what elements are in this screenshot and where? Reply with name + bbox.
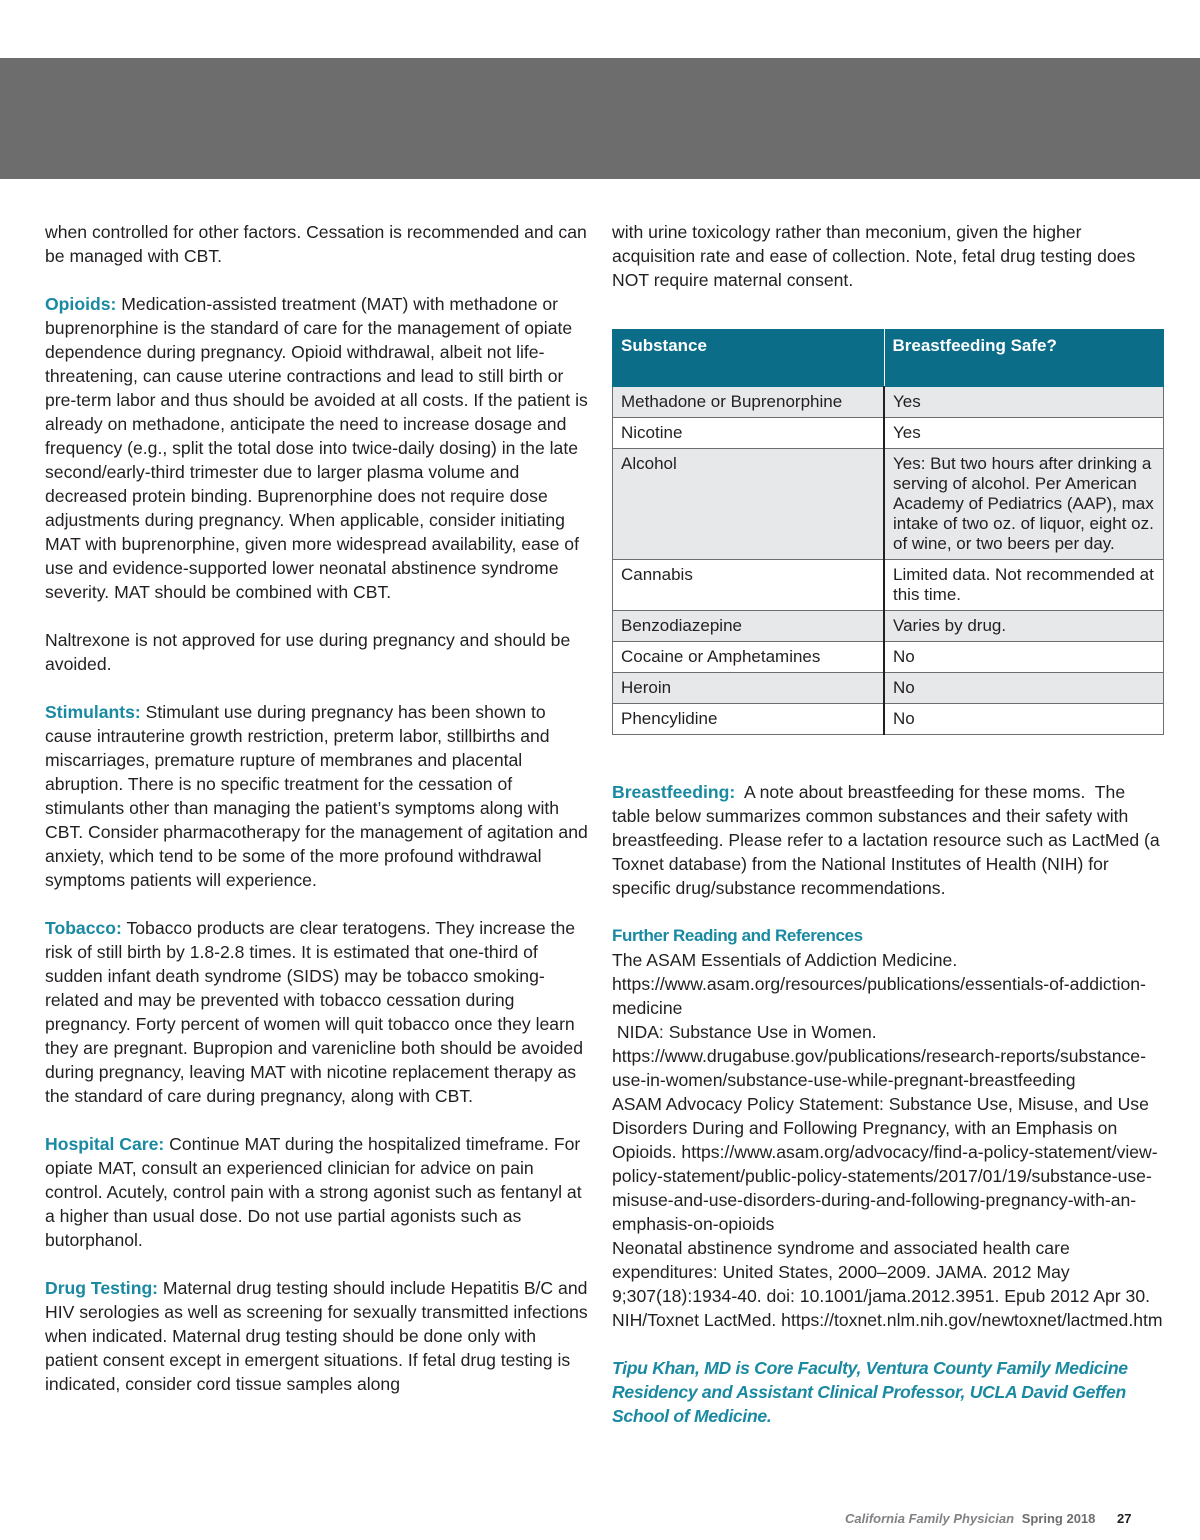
reference-item: NIDA: Substance Use in Women. https://www.drugabuse.gov/publications/research-reports/substance-use-in-women/substance-use-while-pregnant-breastfeeding <box>612 1022 1146 1090</box>
table-header-safe: Breastfeeding Safe? <box>884 330 1164 387</box>
breastfeeding-text: A note about breastfeeding for these moms. The table below summarizes common substances and their safety with breastfeeding. Please refer to a lactation resource such as LactMed (a Toxnet database) from the National Institutes of Health (NIH) for specific drug/substance recommendations. <box>612 782 1165 898</box>
table-header-substance: Substance <box>613 330 885 387</box>
table-row <box>613 642 1164 673</box>
reference-item: The ASAM Essentials of Addiction Medicine. https://www.asam.org/resources/publications/essentials-of-addiction-medicine <box>612 950 1146 1018</box>
table-header-row <box>613 330 1164 387</box>
table-cell-substance: Nicotine <box>613 418 885 449</box>
table-cell-safe: Yes <box>884 387 1164 418</box>
tobacco-text: Tobacco products are clear teratogens. They increase the risk of still birth by 1.8-2.8 times. It is estimated that one-third of sudden infant death syndrome (SIDS) may be tobacco smoking-related and may be prevented with tobacco cessation during pregnancy. Forty percent of women will quit tobacco once they learn they are pregnant. Bupropion and varenicline both should be avoided during pregnancy, leaving MAT with nicotine replacement therapy as the standard of care during pregnancy, along with CBT. <box>45 918 583 1106</box>
tobacco-heading: Tobacco: <box>45 918 122 938</box>
table-cell-safe: Yes <box>884 418 1164 449</box>
table-cell-substance: Heroin <box>613 673 885 704</box>
opioids-paragraph <box>45 292 593 604</box>
table-cell-safe: Varies by drug. <box>884 611 1164 642</box>
footer-page-number: 27 <box>1117 1511 1132 1526</box>
breastfeeding-paragraph <box>612 780 1164 900</box>
drug-testing-text: Maternal drug testing should include Hepatitis B/C and HIV serologies as well as screening for sexually transmitted infections when indicated. Maternal drug testing should be done only with patient consent except in emergent situations. If fetal drug testing is indicated, consider cord tissue samples along <box>45 1278 588 1394</box>
left-column <box>45 220 593 1420</box>
table-cell-safe: No <box>884 673 1164 704</box>
table-cell-substance: Cocaine or Amphetamines <box>613 642 885 673</box>
reference-item: NIH/Toxnet LactMed. https://toxnet.nlm.nih.gov/newtoxnet/lactmed.htm <box>612 1310 1163 1330</box>
naltrexone-paragraph: Naltrexone is not approved for use during pregnancy and should be avoided. <box>45 630 571 674</box>
stimulants-text: Stimulant use during pregnancy has been shown to cause intrauterine growth restriction, preterm labor, stillbirths and miscarriages, premature rupture of membranes and placental abruption. There is no specific treatment for the cessation of stimulants other than managing the patient’s symptoms along with CBT. Consider pharmacotherapy for the management of agitation and anxiety, which tend to be some of the more profound withdrawal symptoms patients will experience. <box>45 702 588 890</box>
drug-testing-heading: Drug Testing: <box>45 1278 159 1298</box>
right-column <box>612 220 1164 1452</box>
breastfeeding-table-wrapper <box>612 329 1164 735</box>
breastfeeding-safety-table <box>612 329 1164 735</box>
page-footer <box>845 1511 1131 1526</box>
hospital-care-text: Continue MAT during the hospitalized timeframe. For opiate MAT, consult an experienced clinician for advice on pain control. Acutely, control pain with a strong agonist such as fentanyl at a higher than usual dose. Do not use partial agonists such as butorphanol. <box>45 1134 582 1250</box>
references-heading: Further Reading and References <box>612 926 863 945</box>
reference-item: Neonatal abstinence syndrome and associated health care expenditures: United States, 2000–2009. JAMA. 2012 May 9;307(18):1934-40. doi: 10.1001/jama.2012.3951. Epub 2012 Apr 30. <box>612 1238 1151 1306</box>
footer-issue: Spring 2018 <box>1021 1511 1096 1526</box>
intro-paragraph: when controlled for other factors. Cessation is recommended and can be managed with CBT. <box>45 222 587 266</box>
table-cell-safe: Limited data. Not recommended at this time. <box>884 560 1164 611</box>
table-row <box>613 611 1164 642</box>
table-row <box>613 449 1164 560</box>
table-cell-substance: Alcohol <box>613 449 885 560</box>
table-cell-safe: Yes: But two hours after drinking a serving of alcohol. Per American Academy of Pediatrics (AAP), max intake of two oz. of liquor, eight oz. of wine, or two beers per day. <box>884 449 1164 560</box>
opioids-text: Medication-assisted treatment (MAT) with methadone or buprenorphine is the standard of care for the management of opiate dependence during pregnancy. Opioid withdrawal, albeit not life-threatening, can cause uterine contractions and lead to still birth or pre-term labor and thus should be avoided at all costs. If the patient is already on methadone, anticipate the need to increase dosage and frequency (e.g., split the total dose into twice-daily dosing) in the late second/early-third trimester due to larger plasma volume and decreased protein binding. Buprenorphine does not require dose adjustments during pregnancy. When applicable, consider initiating MAT with buprenorphine, given more widespread availability, ease of use and evidence-supported lower neonatal abstinence syndrome severity. MAT should be combined with CBT. <box>45 294 588 602</box>
tobacco-paragraph <box>45 916 593 1108</box>
table-cell-substance: Phencylidine <box>613 704 885 735</box>
table-row <box>613 387 1164 418</box>
author-bio: Tipu Khan, MD is Core Faculty, Ventura County Family Medicine Residency and Assistant Clinical Professor, UCLA David Geffen School of Medicine. <box>612 1358 1128 1426</box>
hospital-care-paragraph <box>45 1132 593 1252</box>
table-row <box>613 418 1164 449</box>
stimulants-heading: Stimulants: <box>45 702 141 722</box>
header-band <box>0 58 1200 179</box>
reference-item: ASAM Advocacy Policy Statement: Substance Use, Misuse, and Use Disorders During and Following Pregnancy, with an Emphasis on Opioids. https://www.asam.org/advocacy/find-a-policy-statement/view-policy-statement/public-policy-statements/2017/01/19/substance-use-misuse-and-use-disorders-during-and-following-pregnancy-with-an-emphasis-on-opioids <box>612 1094 1158 1234</box>
table-cell-substance: Methadone or Buprenorphine <box>613 387 885 418</box>
stimulants-paragraph <box>45 700 593 892</box>
table-cell-safe: No <box>884 642 1164 673</box>
table-cell-safe: No <box>884 704 1164 735</box>
opioids-heading: Opioids: <box>45 294 117 314</box>
footer-journal-name: California Family Physician <box>845 1511 1015 1526</box>
continuation-paragraph: with urine toxicology rather than meconium, given the higher acquisition rate and ease of collection. Note, fetal drug testing does NOT require maternal consent. <box>612 222 1136 290</box>
hospital-care-heading: Hospital Care: <box>45 1134 165 1154</box>
table-row <box>613 704 1164 735</box>
table-cell-substance: Benzodiazepine <box>613 611 885 642</box>
breastfeeding-heading: Breastfeeding: <box>612 782 736 802</box>
drug-testing-paragraph <box>45 1276 593 1396</box>
table-row <box>613 560 1164 611</box>
table-cell-substance: Cannabis <box>613 560 885 611</box>
table-row <box>613 673 1164 704</box>
